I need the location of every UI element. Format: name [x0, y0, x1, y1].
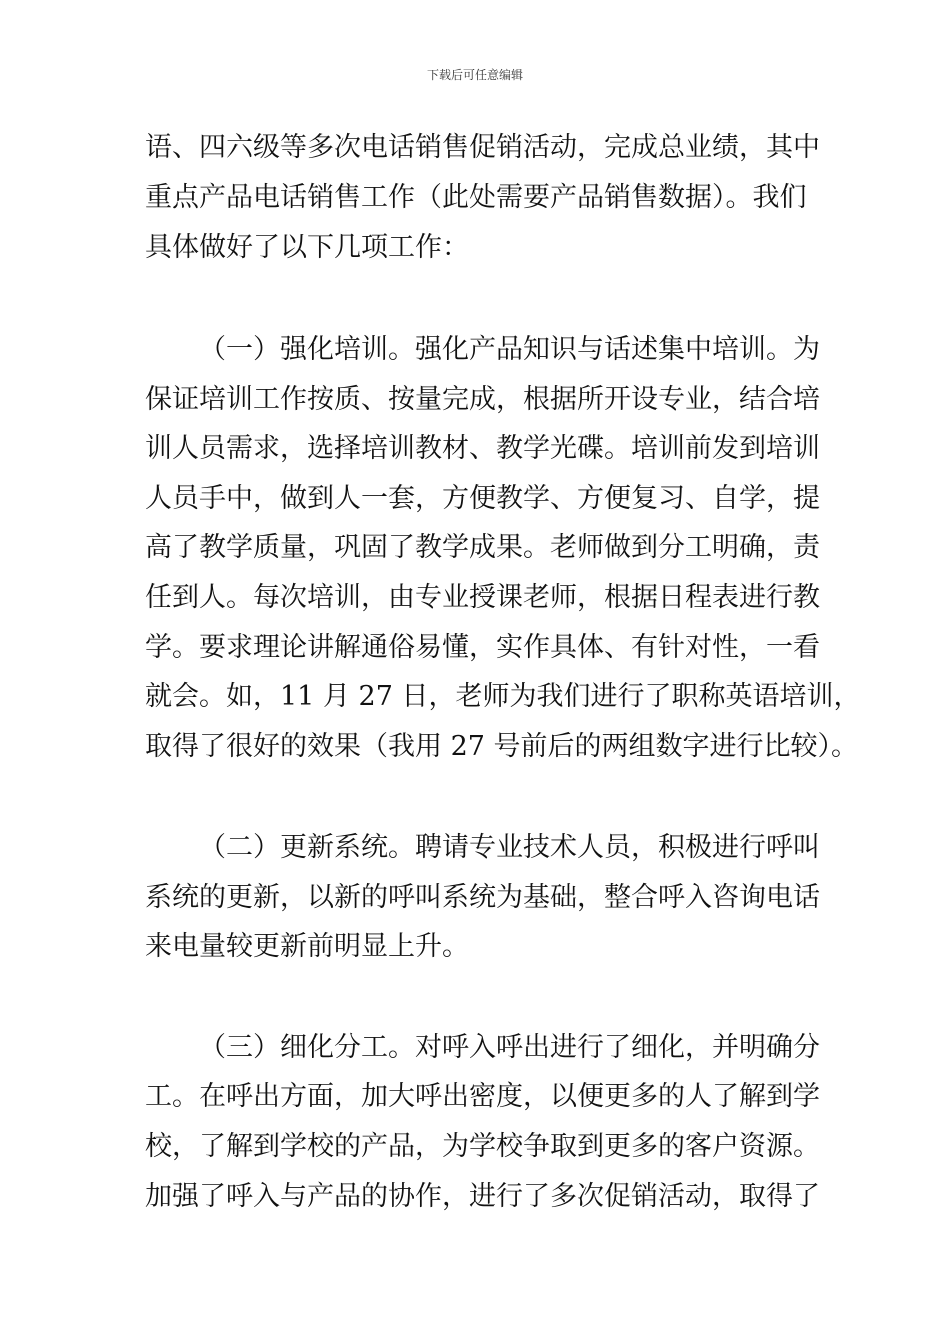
paragraph-line: （二）更新系统。聘请专业技术人员，积极进行呼叫	[199, 832, 820, 863]
paragraph-line: 就会。如，11 月 27 日，老师为我们进行了职称英语培训，	[145, 681, 861, 712]
page-header: 下载后可任意编辑	[426, 68, 523, 82]
paragraph-line: 加强了呼入与产品的协作，进行了多次促销活动，取得了	[145, 1181, 820, 1212]
paragraph-line: 语、四六级等多次电话销售促销活动，完成总业绩，其中	[145, 132, 820, 163]
paragraph-line: （一）强化培训。强化产品知识与话述集中培训。为	[199, 334, 820, 365]
paragraph-line: 训人员需求，选择培训教材、教学光碟。培训前发到培训	[145, 433, 820, 464]
paragraph-line: 任到人。每次培训，由专业授课老师，根据日程表进行教	[145, 582, 820, 613]
paragraph-line: 人员手中，做到人一套，方便教学、方便复习、自学，提	[145, 483, 820, 514]
paragraph-line: 保证培训工作按质、按量完成，根据所开设专业，结合培	[145, 384, 820, 415]
paragraph-line: 取得了很好的效果（我用 27 号前后的两组数字进行比较）。	[145, 731, 859, 762]
paragraph-line: 工。在呼出方面，加大呼出密度，以便更多的人了解到学	[145, 1081, 820, 1112]
paragraph-line: （三）细化分工。对呼入呼出进行了细化，并明确分	[199, 1032, 820, 1063]
paragraph-line: 系统的更新，以新的呼叫系统为基础，整合呼入咨询电话	[145, 882, 820, 913]
paragraph-line: 高了教学质量，巩固了教学成果。老师做到分工明确，责	[145, 532, 820, 563]
paragraph-line: 具体做好了以下几项工作：	[145, 232, 469, 263]
paragraph-line: 校，了解到学校的产品，为学校争取到更多的客户资源。	[145, 1131, 820, 1162]
paragraph-line: 来电量较更新前明显上升。	[145, 931, 469, 962]
paragraph-line: 重点产品电话销售工作（此处需要产品销售数据）。我们	[145, 182, 807, 213]
paragraph-line: 学。要求理论讲解通俗易懂，实作具体、有针对性，一看	[145, 632, 820, 663]
